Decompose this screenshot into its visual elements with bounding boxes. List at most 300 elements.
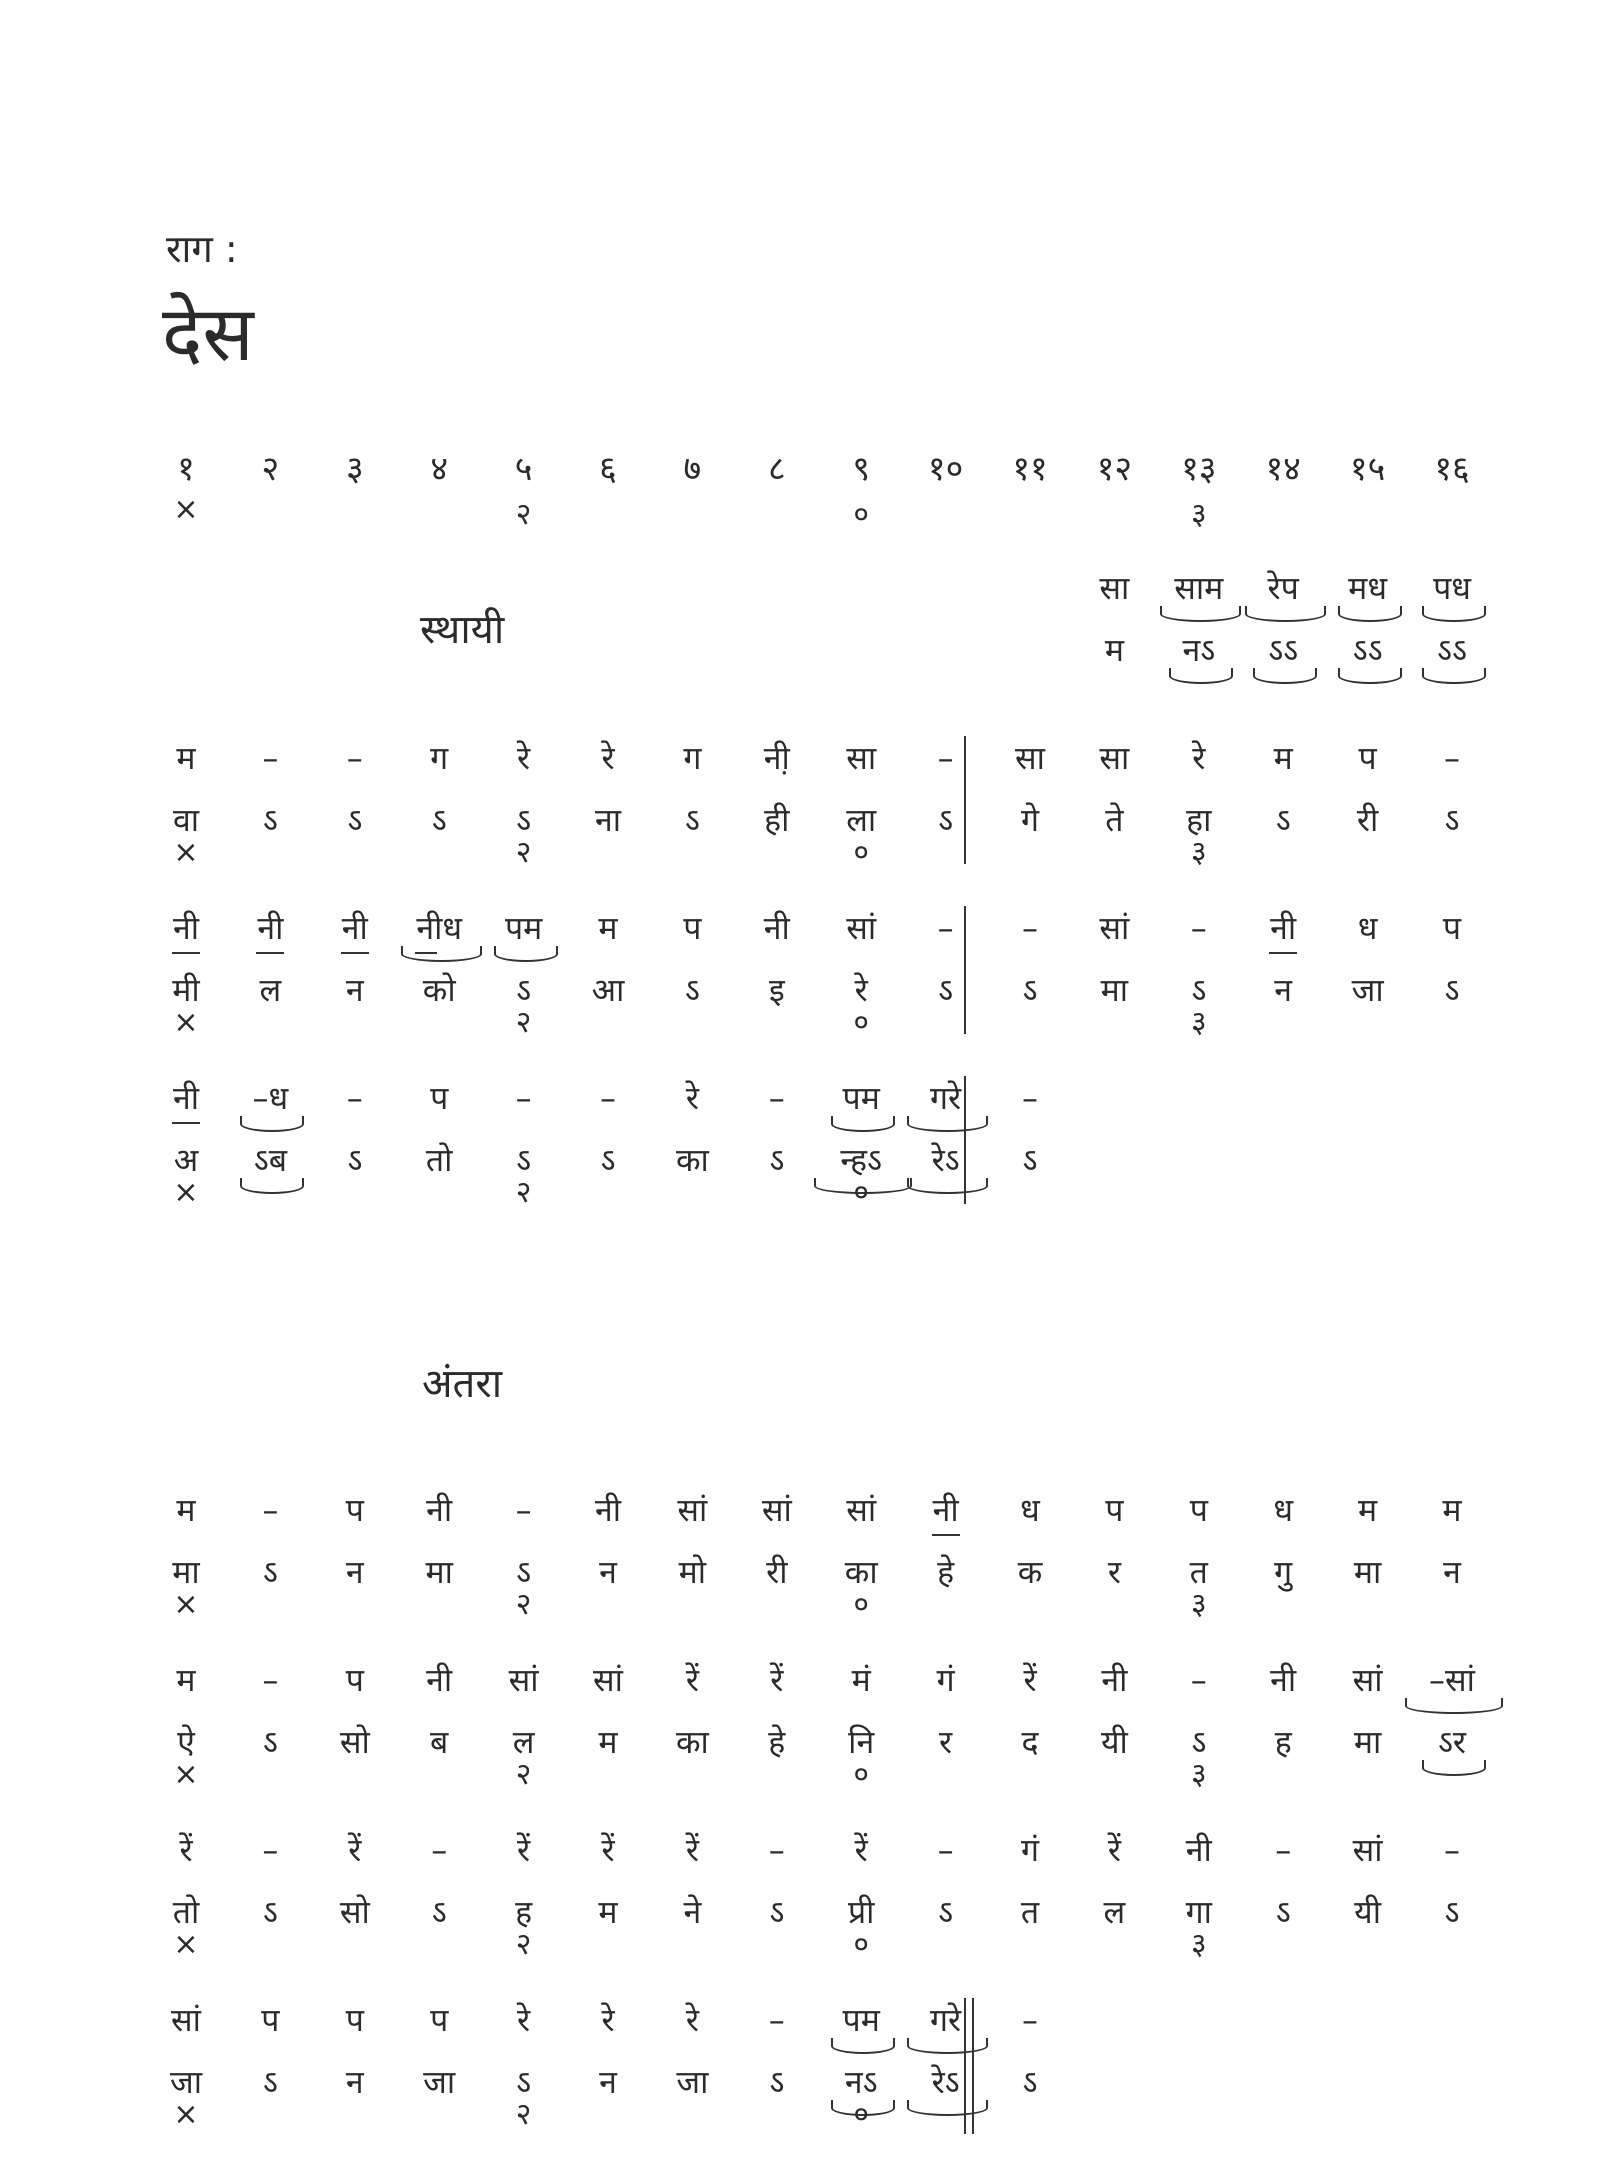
swar-note: –: [1022, 909, 1038, 947]
tala-mark: ×: [173, 1927, 199, 1962]
swar-note: नी: [932, 1491, 959, 1529]
lyric-syllable: सो: [339, 1893, 370, 1931]
lyric-syllable: रेऽ: [931, 1141, 960, 1179]
swar-note: सां: [1352, 1661, 1383, 1699]
swar-note: नी: [1270, 1661, 1297, 1699]
lyric-syllable: ऽ: [1191, 1723, 1207, 1761]
lyric-syllable: री: [766, 1553, 788, 1591]
lyric-syllable: ऽ: [684, 971, 700, 1009]
swar-note: ध: [1357, 909, 1378, 947]
grouping-arc: [1245, 606, 1326, 622]
lyric-syllable: ऽ: [938, 801, 954, 839]
swar-note: रें: [685, 1661, 699, 1699]
lyric-syllable: ऽ: [431, 801, 447, 839]
lyric-syllable: ल: [259, 971, 282, 1009]
lyric-syllable: ऽ: [769, 2063, 785, 2101]
swar-note: नी: [341, 909, 368, 947]
komal-underline: [256, 952, 284, 954]
beat-number: १४: [1265, 449, 1301, 489]
lyric-syllable: द: [1021, 1723, 1039, 1761]
grouping-arc: [1422, 606, 1486, 622]
lyric-syllable: ऽ: [1275, 1893, 1291, 1931]
swar-note: सां: [761, 1491, 792, 1529]
tala-mark: ×: [173, 835, 199, 870]
beat-number: ३: [345, 449, 364, 489]
komal-underline: [172, 952, 200, 954]
lyric-syllable: हे: [768, 1723, 786, 1761]
antara-line: [0, 2001, 1620, 2164]
swar-note: –: [768, 1831, 785, 1869]
lyric-syllable: नऽ: [1182, 631, 1216, 669]
lyric-syllable: यी: [1354, 1893, 1382, 1931]
swar-note: –: [1444, 1831, 1460, 1869]
swar-note: नी: [594, 1491, 622, 1529]
tala-mark: २: [515, 1757, 532, 1792]
lyric-syllable: ल: [512, 1723, 535, 1761]
lyric-syllable: ना: [594, 801, 622, 839]
swar-note: नी: [172, 1079, 200, 1117]
tala-mark: ०: [853, 835, 869, 870]
swar-note: रें: [854, 1831, 868, 1869]
grouping-arc: [1422, 668, 1486, 684]
swar-note: रें: [770, 1661, 784, 1699]
lyric-syllable: री: [1356, 801, 1379, 839]
swar-note: सा: [846, 739, 877, 777]
lyric-syllable: ह: [515, 1893, 533, 1931]
tala-mark: ×: [173, 1587, 199, 1622]
sthayi-title: स्थायी: [420, 607, 505, 653]
swar-note: रे: [685, 1079, 699, 1117]
lyric-syllable: ऽ: [347, 1141, 363, 1179]
lyric-syllable: ऽ: [1275, 801, 1291, 839]
swar-note: प: [430, 1079, 449, 1117]
swar-note: सां: [846, 1491, 877, 1529]
tala-mark: २: [515, 1927, 532, 1962]
swar-note: सा: [1099, 739, 1130, 777]
lyric-syllable: न: [599, 1553, 617, 1591]
swar-note: –: [937, 909, 954, 947]
swar-note: –: [515, 1079, 532, 1117]
beat-number: २: [261, 449, 280, 489]
swar-note: नी: [426, 1491, 453, 1529]
lyric-syllable: ऽ: [1191, 971, 1207, 1009]
tala-mark: ३: [1190, 497, 1207, 532]
swar-note: मध: [1348, 569, 1388, 607]
antara-line: [0, 1661, 1620, 1824]
lyric-syllable: ऽ: [516, 801, 532, 839]
lyric-syllable: ला: [846, 801, 877, 839]
lyric-syllable: र: [939, 1723, 953, 1761]
lyric-syllable: गु: [1274, 1553, 1293, 1591]
lyric-syllable: न: [1443, 1553, 1461, 1591]
swar-note: –: [937, 739, 954, 777]
tala-mark: २: [515, 1005, 532, 1040]
sthayi-line: [0, 1079, 1620, 1242]
swar-note: –: [1190, 909, 1207, 947]
lyric-syllable: ही: [764, 801, 790, 839]
tala-mark: ३: [1190, 1927, 1207, 1962]
grouping-arc: [1169, 668, 1233, 684]
swar-note: रें: [1023, 1661, 1037, 1699]
swar-note: –सां: [1429, 1661, 1475, 1699]
lyric-syllable: ऽ: [431, 1893, 447, 1931]
tala-mark: ३: [1190, 1757, 1207, 1792]
lyric-syllable: वा: [172, 801, 200, 839]
swar-note: सां: [677, 1491, 708, 1529]
swar-note: रे: [1192, 739, 1206, 777]
swar-note: रेप: [1267, 569, 1299, 607]
beat-number: १३: [1181, 449, 1217, 489]
swar-note: नी: [426, 1661, 453, 1699]
lyric-syllable: म: [598, 1893, 618, 1931]
grouping-arc: [907, 2038, 988, 2054]
swar-note: –: [431, 1831, 448, 1869]
lyric-syllable: मी: [172, 971, 200, 1009]
swar-note: गरे: [930, 1079, 962, 1117]
lyric-syllable: ऽ: [684, 801, 700, 839]
swar-note: म: [1358, 1491, 1378, 1529]
lyric-syllable: न: [345, 2063, 364, 2101]
grouping-arc: [1405, 1698, 1503, 1714]
lyric-syllable: मो: [678, 1553, 707, 1591]
beat-number: ४: [430, 449, 449, 489]
tala-mark: ०: [853, 1587, 869, 1622]
lyric-syllable: त: [1020, 1893, 1040, 1931]
swar-note: नी: [1270, 909, 1297, 947]
lyric-syllable: ऽ: [769, 1893, 785, 1931]
lyric-syllable: सो: [339, 1723, 370, 1761]
swar-note: ग: [430, 739, 449, 777]
swar-note: नीध: [416, 909, 463, 947]
beat-number: १०: [927, 449, 964, 489]
lyric-syllable: ऽऽ: [1437, 631, 1467, 669]
lyric-syllable: न: [1274, 971, 1293, 1009]
beat-number: ११: [1012, 449, 1048, 489]
grouping-arc: [494, 946, 558, 962]
swar-note: सां: [1099, 909, 1130, 947]
lyric-syllable: त: [1189, 1553, 1208, 1591]
raga-name: देस: [162, 289, 254, 378]
lyric-syllable: मा: [172, 1553, 200, 1591]
swar-note: –: [937, 1831, 954, 1869]
lyric-syllable: म: [598, 1723, 618, 1761]
lyric-syllable: ऽ: [262, 801, 278, 839]
swar-note: सा: [1015, 739, 1045, 777]
swar-note: –: [262, 1661, 279, 1699]
sthayi-line: [0, 909, 1620, 1072]
lyric-syllable: नि: [848, 1723, 875, 1761]
beat-number: ९: [852, 449, 871, 489]
swar-note: रें: [685, 1831, 699, 1869]
lyric-syllable: ऽ: [516, 1141, 532, 1179]
lyric-syllable: जा: [1351, 971, 1384, 1009]
swar-note: म: [176, 1661, 196, 1699]
grouping-arc: [240, 1178, 304, 1194]
lyric-syllable: रे: [854, 971, 868, 1009]
tala-mark: ३: [1190, 835, 1207, 870]
lyric-syllable: ऽ: [516, 2063, 532, 2101]
tala-mark: ×: [173, 1005, 199, 1040]
lyric-syllable: ऽ: [769, 1141, 785, 1179]
komal-underline: [172, 1122, 200, 1124]
swar-note: सा: [1099, 569, 1130, 607]
lyric-syllable: का: [844, 1553, 878, 1591]
swar-note: नी̣: [763, 739, 790, 777]
lyric-syllable: ऽ: [516, 1553, 532, 1591]
komal-underline: [415, 952, 437, 954]
swar-note: –: [515, 1491, 532, 1529]
lyric-syllable: न: [345, 971, 364, 1009]
swar-note: रें: [348, 1831, 362, 1869]
lyric-syllable: ऽ: [262, 1723, 278, 1761]
tala-mark: ×: [173, 492, 199, 527]
lyric-syllable: ऽ: [1022, 971, 1038, 1009]
antara-line: [0, 1491, 1620, 1654]
tala-mark: ०: [853, 1757, 869, 1792]
lyric-syllable: र: [1107, 1553, 1121, 1591]
lyric-syllable: जा: [676, 2063, 709, 2101]
grouping-arc: [831, 2038, 895, 2054]
lyric-syllable: क: [1017, 1553, 1043, 1591]
beat-number: १६: [1434, 449, 1470, 489]
swar-note: म: [176, 1491, 196, 1529]
lyric-syllable: तो: [172, 1893, 200, 1931]
swar-note: पम: [504, 909, 543, 947]
lyric-syllable: ते: [1105, 801, 1124, 839]
lyric-syllable: ऽब: [253, 1141, 287, 1179]
grouping-arc: [1160, 606, 1241, 622]
vibhag-divider: [964, 736, 966, 864]
lyric-syllable: अ: [173, 1141, 199, 1179]
tala-mark: ३: [1190, 1587, 1207, 1622]
swar-note: पध: [1433, 569, 1471, 607]
beat-number: ५: [514, 449, 533, 489]
lyric-syllable: ऽ: [1444, 1893, 1460, 1931]
lyric-syllable: मा: [425, 1553, 453, 1591]
beat-number: १२: [1096, 449, 1133, 489]
final-barline: [972, 1998, 974, 2134]
lyric-syllable: म: [1104, 631, 1124, 669]
lyric-syllable: ल: [1103, 1893, 1126, 1931]
swar-note: सां: [593, 1661, 623, 1699]
swar-note: पम: [842, 2001, 880, 2039]
swar-note: सां: [1352, 1831, 1383, 1869]
lyric-syllable: ऽऽ: [1352, 631, 1383, 669]
swar-note: –: [1022, 2001, 1038, 2039]
grouping-arc: [1253, 668, 1317, 684]
komal-underline: [341, 952, 369, 954]
swar-note: रें: [517, 1831, 531, 1869]
swar-note: –: [768, 1079, 785, 1117]
lyric-syllable: ऽऽ: [1268, 631, 1299, 669]
swar-note: नी: [1185, 1831, 1212, 1869]
lyric-syllable: यी: [1100, 1723, 1128, 1761]
swar-note: नी: [763, 909, 790, 947]
tala-mark: २: [515, 497, 532, 532]
final-barline: [964, 1998, 966, 2134]
swar-note: –: [346, 739, 363, 777]
tala-mark: २: [515, 2097, 532, 2132]
swar-note: साम: [1174, 569, 1224, 607]
swar-note: म: [598, 909, 618, 947]
lyric-syllable: हा: [1186, 801, 1212, 839]
swar-note: म: [1273, 739, 1293, 777]
swar-note: –: [346, 1079, 363, 1117]
lyric-syllable: इ: [768, 971, 785, 1009]
lyric-syllable: मा: [1353, 1723, 1382, 1761]
sthayi-line: [0, 739, 1620, 902]
komal-underline: [1269, 952, 1297, 954]
swar-note: –ध: [252, 1079, 289, 1117]
lyric-syllable: ऽ: [1444, 801, 1460, 839]
swar-note: –: [600, 1079, 616, 1117]
swar-note: प: [1105, 1491, 1124, 1529]
lyric-syllable: ऽ: [262, 1893, 278, 1931]
swar-note: ध: [1020, 1491, 1040, 1529]
swar-note: रे: [517, 739, 531, 777]
lyric-syllable: का: [675, 1723, 709, 1761]
grouping-arc: [1338, 606, 1402, 622]
lyric-syllable: ऽ: [262, 2063, 278, 2101]
beat-number: १: [177, 449, 195, 489]
grouping-arc: [831, 1116, 895, 1132]
tala-mark: ०: [853, 1175, 869, 1210]
swar-note: प: [683, 909, 702, 947]
swar-note: सां: [508, 1661, 539, 1699]
swar-note: नी: [257, 909, 284, 947]
beat-number: ६: [599, 449, 617, 489]
lyric-syllable: ह: [1274, 1723, 1292, 1761]
lyric-syllable: ब: [430, 1723, 449, 1761]
swar-note: –: [262, 1491, 279, 1529]
tala-mark: ३: [1190, 1005, 1207, 1040]
swar-note: सां: [846, 909, 877, 947]
komal-underline: [932, 1534, 960, 1536]
swar-note: प: [261, 2001, 280, 2039]
lyric-syllable: ऽ: [600, 1141, 616, 1179]
swar-note: गं: [936, 1661, 955, 1699]
lyric-syllable: गा: [1185, 1893, 1212, 1931]
swar-note: रे: [685, 2001, 699, 2039]
raga-label: राग :: [166, 227, 238, 271]
beat-number: ७: [683, 449, 702, 489]
swar-note: –: [768, 2001, 785, 2039]
lyric-syllable: हे: [937, 1553, 955, 1591]
lyric-syllable: ऽ: [262, 1553, 278, 1591]
lyric-syllable: जा: [423, 2063, 456, 2101]
grouping-arc: [907, 1178, 988, 1194]
tala-mark: ०: [853, 2097, 869, 2132]
lyric-syllable: ऽ: [938, 1893, 954, 1931]
swar-note: रें: [601, 1831, 615, 1869]
tala-mark: ×: [173, 1757, 199, 1792]
swar-note: रे: [601, 739, 615, 777]
swar-note: प: [345, 2001, 364, 2039]
lyric-syllable: ऽ: [938, 971, 954, 1009]
lyric-syllable: न्हऽ: [840, 1141, 882, 1179]
tala-mark: ०: [853, 497, 869, 532]
swar-note: रे: [517, 2001, 531, 2039]
sthayi-intro-phrase: [0, 569, 1620, 732]
swar-note: –: [262, 1831, 279, 1869]
swar-note: पम: [842, 1079, 880, 1117]
lyric-syllable: ऽ: [1022, 1141, 1038, 1179]
antara-line: [0, 1831, 1620, 1994]
grouping-arc: [907, 2100, 988, 2116]
lyric-syllable: ऽर: [1437, 1723, 1467, 1761]
lyric-syllable: नऽ: [844, 2063, 878, 2101]
swar-note: प: [345, 1661, 364, 1699]
swar-note: ध: [1273, 1491, 1294, 1529]
swar-note: गरे: [930, 2001, 962, 2039]
lyric-syllable: का: [675, 1141, 709, 1179]
lyric-syllable: मा: [1100, 971, 1129, 1009]
swar-note: नी: [1101, 1661, 1128, 1699]
swar-note: –: [1022, 1079, 1038, 1117]
antara-title: अंतरा: [422, 1361, 503, 1407]
grouping-arc: [1338, 668, 1402, 684]
lyric-syllable: ऐ: [177, 1723, 195, 1761]
lyric-syllable: रेऽ: [931, 2063, 960, 2101]
lyric-syllable: आ: [591, 971, 625, 1009]
vibhag-divider: [964, 1076, 966, 1204]
swar-note: म: [1442, 1491, 1462, 1529]
lyric-syllable: ऽ: [1022, 2063, 1038, 2101]
swar-note: नी: [172, 909, 200, 947]
tala-mark: ×: [173, 2097, 199, 2132]
swar-note: प: [1442, 909, 1462, 947]
beat-number: १५: [1349, 449, 1386, 489]
swar-note: –: [1444, 739, 1460, 777]
swar-note: –: [1275, 1831, 1292, 1869]
swar-note: मं: [851, 1661, 871, 1699]
lyric-syllable: ने: [683, 1893, 702, 1931]
swar-note: गं: [1020, 1831, 1040, 1869]
lyric-syllable: को: [422, 971, 456, 1009]
swar-note: रे: [601, 2001, 615, 2039]
lyric-syllable: प्री: [847, 1893, 875, 1931]
swar-note: म: [176, 739, 196, 777]
lyric-syllable: तो: [425, 1141, 453, 1179]
lyric-syllable: ऽ: [347, 801, 363, 839]
lyric-syllable: ऽ: [1444, 971, 1460, 1009]
tala-mark: ०: [853, 1927, 869, 1962]
swar-note: प: [1358, 739, 1377, 777]
grouping-arc: [1422, 1760, 1486, 1776]
grouping-arc: [240, 1116, 304, 1132]
swar-note: ग: [683, 739, 702, 777]
swar-note: –: [1190, 1661, 1207, 1699]
swar-note: प: [345, 1491, 364, 1529]
tala-mark: २: [515, 1175, 532, 1210]
swar-note: रें: [1107, 1831, 1121, 1869]
swar-note: प: [1189, 1491, 1208, 1529]
grouping-arc: [907, 1116, 988, 1132]
swar-note: रें: [179, 1831, 193, 1869]
tala-mark: ×: [173, 1175, 199, 1210]
swar-note: प: [430, 2001, 449, 2039]
tala-mark: २: [515, 1587, 532, 1622]
lyric-syllable: ऽ: [516, 971, 532, 1009]
lyric-syllable: जा: [169, 2063, 203, 2101]
tala-mark: २: [515, 835, 532, 870]
swar-note: –: [262, 739, 279, 777]
beat-number: ८: [767, 449, 786, 489]
vibhag-divider: [964, 906, 966, 1034]
lyric-syllable: न: [345, 1553, 364, 1591]
swar-note: सां: [171, 2001, 201, 2039]
lyric-syllable: गे: [1020, 801, 1040, 839]
